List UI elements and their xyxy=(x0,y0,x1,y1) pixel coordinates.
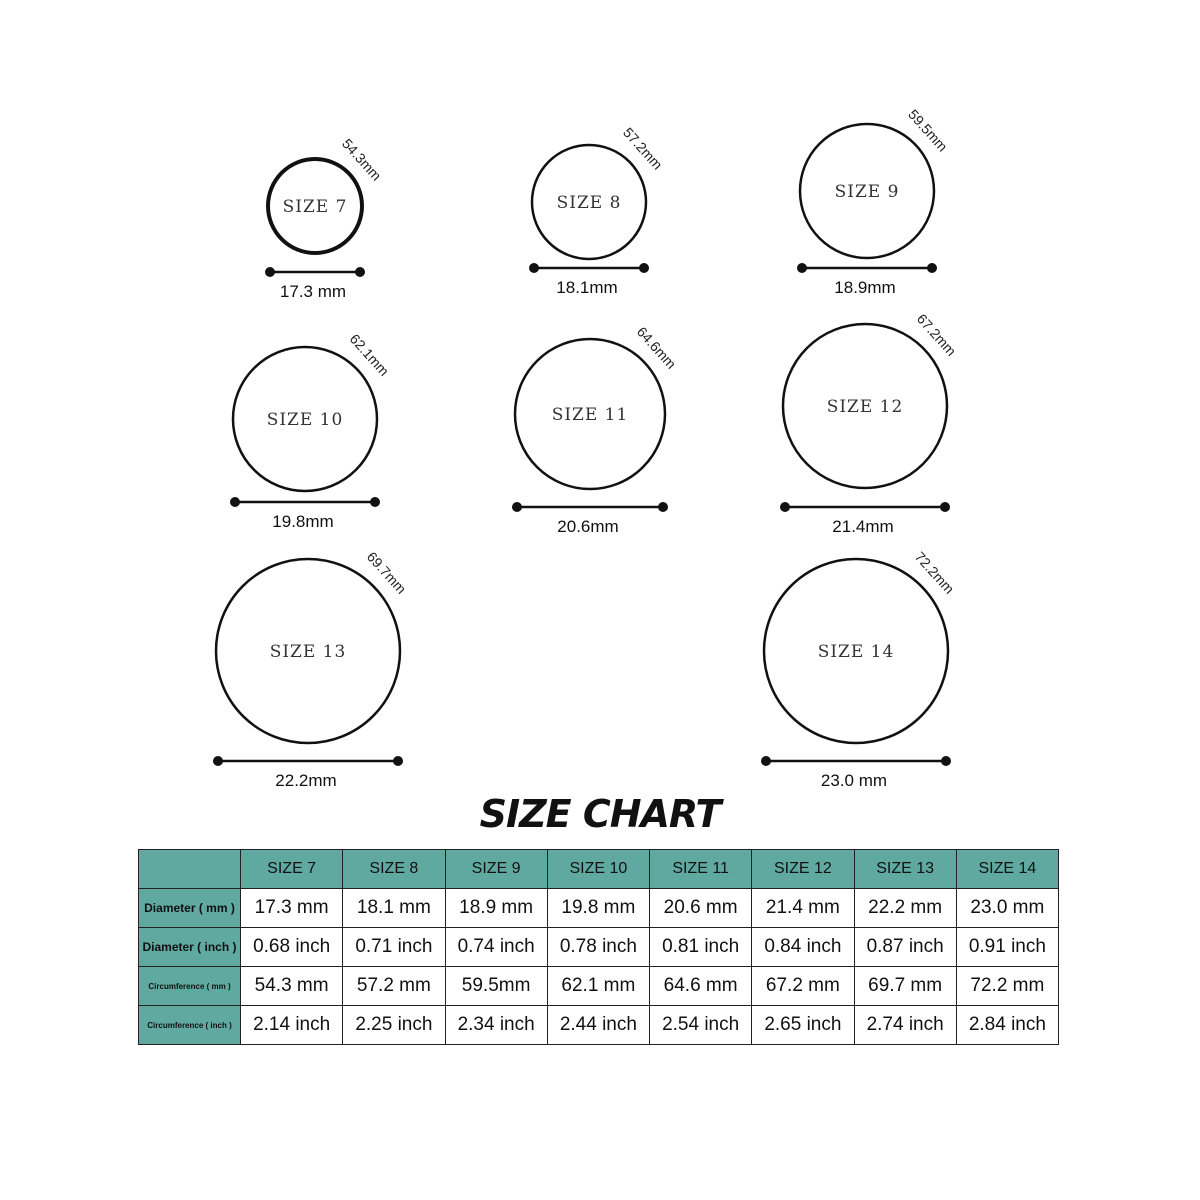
ring-12 xyxy=(780,311,959,536)
size-header: SIZE 13 xyxy=(854,850,956,889)
table-cell: 2.84 inch xyxy=(956,1006,1058,1045)
size-chart-table xyxy=(138,849,1059,1045)
table-cell: 0.84 inch xyxy=(752,928,854,967)
ring-size-label: SIZE 10 xyxy=(266,410,344,430)
table-cell: 0.68 inch xyxy=(241,928,343,967)
ring-size-label: SIZE 14 xyxy=(817,642,895,662)
table-cell: 17.3 mm xyxy=(241,889,343,928)
ring-diameter-label: 18.9mm xyxy=(834,278,896,297)
table-cell: 67.2 mm xyxy=(752,967,854,1006)
table-cell: 2.14 inch xyxy=(241,1006,343,1045)
table-cell: 21.4 mm xyxy=(752,889,854,928)
diameter-end-dot xyxy=(941,756,951,766)
size-header: SIZE 8 xyxy=(343,850,445,889)
diameter-end-dot xyxy=(213,756,223,766)
table-cell: 2.44 inch xyxy=(547,1006,649,1045)
table-cell: 0.91 inch xyxy=(956,928,1058,967)
diameter-end-dot xyxy=(780,502,790,512)
table-cell: 59.5mm xyxy=(445,967,547,1006)
ring-diameter-label: 20.6mm xyxy=(557,517,619,536)
table-row xyxy=(139,1006,1059,1045)
size-header: SIZE 7 xyxy=(241,850,343,889)
size-chart-title: SIZE CHART xyxy=(479,792,721,836)
diameter-end-dot xyxy=(265,267,275,277)
ring-circumference-label: 72.2mm xyxy=(911,548,958,597)
table-row xyxy=(139,928,1059,967)
ring-size-label: SIZE 13 xyxy=(269,642,347,662)
corner-cell xyxy=(139,850,241,889)
table-cell: 2.34 inch xyxy=(445,1006,547,1045)
table-cell: 20.6 mm xyxy=(650,889,752,928)
ring-9 xyxy=(797,106,951,297)
table-cell: 2.54 inch xyxy=(650,1006,752,1045)
ring-13 xyxy=(213,549,410,790)
ring-circumference-label: 69.7mm xyxy=(363,548,410,597)
diameter-end-dot xyxy=(761,756,771,766)
ring-size-label: SIZE 11 xyxy=(551,405,629,425)
table-row xyxy=(139,889,1059,928)
table-cell: 72.2 mm xyxy=(956,967,1058,1006)
header-row xyxy=(139,850,1059,889)
ring-10 xyxy=(230,331,392,531)
table-cell: 2.25 inch xyxy=(343,1006,445,1045)
ring-diameter-label: 21.4mm xyxy=(832,517,894,536)
table-cell: 0.78 inch xyxy=(547,928,649,967)
ring-diameter-label: 18.1mm xyxy=(556,278,618,297)
row-label: Circumference ( mm ) xyxy=(139,967,241,1006)
table-cell: 57.2 mm xyxy=(343,967,445,1006)
ring-circumference-label: 64.6mm xyxy=(633,323,680,372)
ring-circumference-label: 62.1mm xyxy=(346,330,393,379)
table-cell: 0.87 inch xyxy=(854,928,956,967)
size-header: SIZE 9 xyxy=(445,850,547,889)
diameter-end-dot xyxy=(230,497,240,507)
table-cell: 19.8 mm xyxy=(547,889,649,928)
size-header: SIZE 11 xyxy=(650,850,752,889)
ring-diameter-label: 22.2mm xyxy=(275,771,337,790)
ring-diameter-label: 23.0 mm xyxy=(820,771,888,790)
diameter-end-dot xyxy=(529,263,539,273)
ring-size-label: SIZE 8 xyxy=(556,193,622,213)
table-row xyxy=(139,967,1059,1006)
diameter-end-dot xyxy=(797,263,807,273)
ring-circumference-label: 54.3mm xyxy=(338,135,385,184)
ring-size-label: SIZE 9 xyxy=(834,182,900,202)
ring-11 xyxy=(512,324,680,536)
ring-circumference-label: 59.5mm xyxy=(905,106,951,155)
diameter-end-dot xyxy=(355,267,365,277)
row-label: Diameter ( inch ) xyxy=(139,928,241,967)
table-cell: 62.1 mm xyxy=(547,967,649,1006)
table-cell: 18.1 mm xyxy=(343,889,445,928)
ring-7 xyxy=(265,135,385,301)
diameter-end-dot xyxy=(512,502,522,512)
diameter-end-dot xyxy=(927,263,937,273)
diameter-end-dot xyxy=(370,497,380,507)
table-cell: 23.0 mm xyxy=(956,889,1058,928)
ring-size-label: SIZE 7 xyxy=(282,197,348,217)
table-cell: 0.74 inch xyxy=(445,928,547,967)
size-header: SIZE 12 xyxy=(752,850,854,889)
table-cell: 18.9 mm xyxy=(445,889,547,928)
ring-circumference-label: 67.2mm xyxy=(913,310,960,359)
ring-14 xyxy=(761,549,958,790)
ring-diameter-label: 17.3 mm xyxy=(279,282,347,301)
diameter-end-dot xyxy=(940,502,950,512)
table-cell: 2.74 inch xyxy=(854,1006,956,1045)
ring-8 xyxy=(529,124,666,297)
table-cell: 2.65 inch xyxy=(752,1006,854,1045)
ring-circumference-label: 57.2mm xyxy=(620,124,666,173)
table-cell: 69.7 mm xyxy=(854,967,956,1006)
size-header: SIZE 10 xyxy=(547,850,649,889)
diameter-end-dot xyxy=(393,756,403,766)
ring-diameter-label: 19.8mm xyxy=(272,512,334,531)
table-cell: 64.6 mm xyxy=(650,967,752,1006)
table-cell: 54.3 mm xyxy=(241,967,343,1006)
row-label: Circumference ( inch ) xyxy=(139,1006,241,1045)
table-cell: 22.2 mm xyxy=(854,889,956,928)
diameter-end-dot xyxy=(639,263,649,273)
ring-size-label: SIZE 12 xyxy=(826,397,904,417)
row-label: Diameter ( mm ) xyxy=(139,889,241,928)
size-header: SIZE 14 xyxy=(956,850,1058,889)
table-cell: 0.71 inch xyxy=(343,928,445,967)
table-cell: 0.81 inch xyxy=(650,928,752,967)
diameter-end-dot xyxy=(658,502,668,512)
